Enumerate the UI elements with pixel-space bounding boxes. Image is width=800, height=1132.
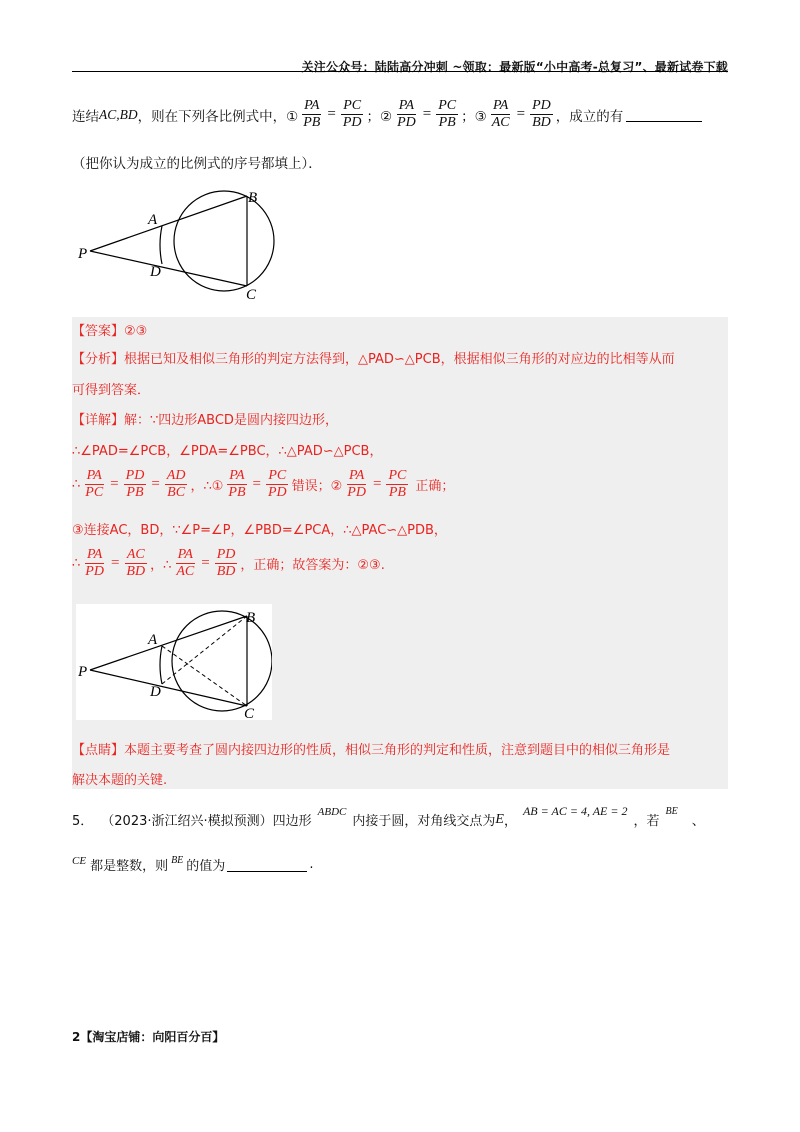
question-number: 5．	[72, 814, 94, 829]
circle	[174, 191, 274, 291]
detail-line4: ③连接AC，BD，∵∠P=∠P，∠PBD=∠PCA，∴△PAC∽△PDB，	[72, 523, 447, 538]
page-header: 关注公众号：陆陆高分冲刺 ~领取：最新版“小中高考-总复习”、最新试卷下载	[301, 60, 728, 74]
question4-line2: （把你认为成立的比例式的序号都填上）．	[72, 156, 322, 172]
q4-math-acbd: AC,BD	[99, 106, 138, 122]
fraction-pa-pb: $\frac{PA}{PB}$	[303, 98, 321, 130]
q5-text: 内接于圆，对角线交点为	[352, 814, 496, 829]
fraction: $\frac{PA}{PD}$	[347, 468, 366, 500]
label-d: D	[150, 264, 161, 280]
detail-text: 正确；	[415, 479, 455, 494]
q5-text: 的值为	[186, 859, 226, 874]
comment-line2: 解决本题的关键.	[72, 773, 168, 788]
q4-text: ，成立的有	[555, 108, 624, 125]
line-pc	[90, 251, 247, 286]
detail-text: 错误；②	[291, 479, 343, 494]
fraction-pc-pb: $\frac{PC}{PB}$	[438, 98, 457, 130]
detail-line3: ∴ $\frac{PA}{PC}$ = $\frac{PD}{PB}$ = $\frac{AD}{BC}$ ，∴① $\frac{PA}{PB}$ = $\frac{PC}{PD}$ 错误；② $\frac{PA}{PD}$ = $\frac{PC}{PB}$ 正确；	[72, 468, 455, 500]
fraction: $\frac{PA}{PD}$	[85, 547, 104, 579]
question5-line2	[72, 855, 313, 874]
therefore-symbol: ∴	[72, 556, 81, 571]
q4-text: 连结	[72, 108, 99, 125]
fraction: $\frac{PA}{AC}$	[176, 547, 195, 579]
detail-text: ，∴	[150, 558, 172, 573]
fraction: $\frac{AC}{BD}$	[126, 547, 146, 579]
analysis-line2: 可得到答案．	[72, 383, 151, 398]
q5-math-abdc: ABDC	[317, 805, 347, 818]
fraction: $\frac{PD}{BD}$	[216, 547, 236, 579]
q4-text: ；③	[461, 108, 487, 125]
detail-line5: ∴ $\frac{PA}{PD}$ = $\frac{AC}{BD}$ ，∴ $\frac{PA}{AC}$ = $\frac{PD}{BD}$ ，正确；故答案为：②③.	[72, 547, 385, 579]
label-a: A	[148, 212, 158, 228]
q5-math-e: E	[495, 811, 504, 827]
page-footer: 2【淘宝店铺：向阳百分百】	[72, 1030, 225, 1044]
question5-line1	[72, 804, 705, 829]
label-p: P	[78, 246, 88, 262]
q5-math-be: BE	[171, 855, 184, 866]
fraction-pa-pd: $\frac{PA}{PD}$	[397, 98, 416, 130]
label-p: P	[78, 664, 88, 680]
label-b: B	[246, 610, 256, 626]
q5-text: 、	[691, 814, 705, 829]
fraction-pc-pd: $\frac{PC}{PD}$	[342, 98, 362, 130]
header-divider	[72, 71, 728, 72]
q5-text: （2023·浙江绍兴·模拟预测）四边形	[101, 814, 312, 829]
therefore-symbol: ∴	[72, 477, 81, 492]
answer-blank	[227, 857, 307, 872]
label-a: A	[148, 632, 158, 648]
q4-text: ，则在下列各比例式中，①	[137, 108, 299, 125]
figure-circle-secants	[76, 186, 276, 302]
q5-text: ，若	[633, 814, 660, 829]
fraction-pa-ac: $\frac{PA}{AC}$	[491, 98, 510, 130]
analysis-line1: 【分析】根据已知及相似三角形的判定方法得到，△PAD∽△PCB，根据相似三角形的对应边的比相等从而	[72, 352, 675, 367]
label-b: B	[248, 190, 258, 206]
fraction: $\frac{PD}{PB}$	[125, 468, 145, 500]
label-c: C	[244, 706, 255, 720]
figure-circle-diagonals	[76, 604, 272, 720]
fraction: $\frac{PC}{PD}$	[267, 468, 287, 500]
fraction-pd-bd: $\frac{PD}{BD}$	[532, 98, 551, 130]
label-d: D	[150, 684, 161, 700]
question4-line1: 连结 AC,BD ，则在下列各比例式中，① $\frac{PA}{PB}$ = $\frac{PC}{PD}$ ；② $\frac{PA}{PD}$ = $\frac{PC}{PB}$ ；③ $\frac{PA}{AC}$ = $\frac{PD}{BD}$ ，成立的有	[72, 99, 702, 130]
fraction: $\frac{PA}{PC}$	[85, 468, 104, 500]
q5-math-ce: CE	[72, 854, 87, 867]
q4-text: ；②	[366, 108, 393, 125]
answer-blank	[626, 107, 702, 122]
label-c: C	[246, 287, 257, 302]
fraction: $\frac{PA}{PB}$	[228, 468, 246, 500]
detail-line1: 【详解】解：∵四边形ABCD是圆内接四边形，	[72, 413, 338, 428]
answer-line: 【答案】②③	[72, 324, 148, 339]
line-ad	[160, 226, 162, 264]
fraction: $\frac{PC}{PB}$	[388, 468, 407, 500]
q5-text: .	[309, 857, 314, 872]
comment-line1: 【点睛】本题主要考查了圆内接四边形的性质，相似三角形的判定和性质，注意到题目中的相似三角形是	[72, 743, 671, 758]
detail-text: ，∴①	[190, 479, 224, 494]
q5-text: ，	[503, 814, 517, 829]
detail-line2: ∴∠PAD=∠PCB，∠PDA=∠PBC，∴△PAD∽△PCB，	[72, 444, 383, 459]
q5-text: 都是整数，则	[90, 859, 169, 874]
detail-text: ，正确；故答案为：②③.	[240, 558, 385, 573]
fraction: $\frac{AD}{BC}$	[166, 468, 186, 500]
q5-math-be: BE	[665, 806, 678, 817]
q5-math-condition: AB = AC = 4, AE = 2	[522, 804, 628, 818]
line-pb	[90, 196, 247, 251]
